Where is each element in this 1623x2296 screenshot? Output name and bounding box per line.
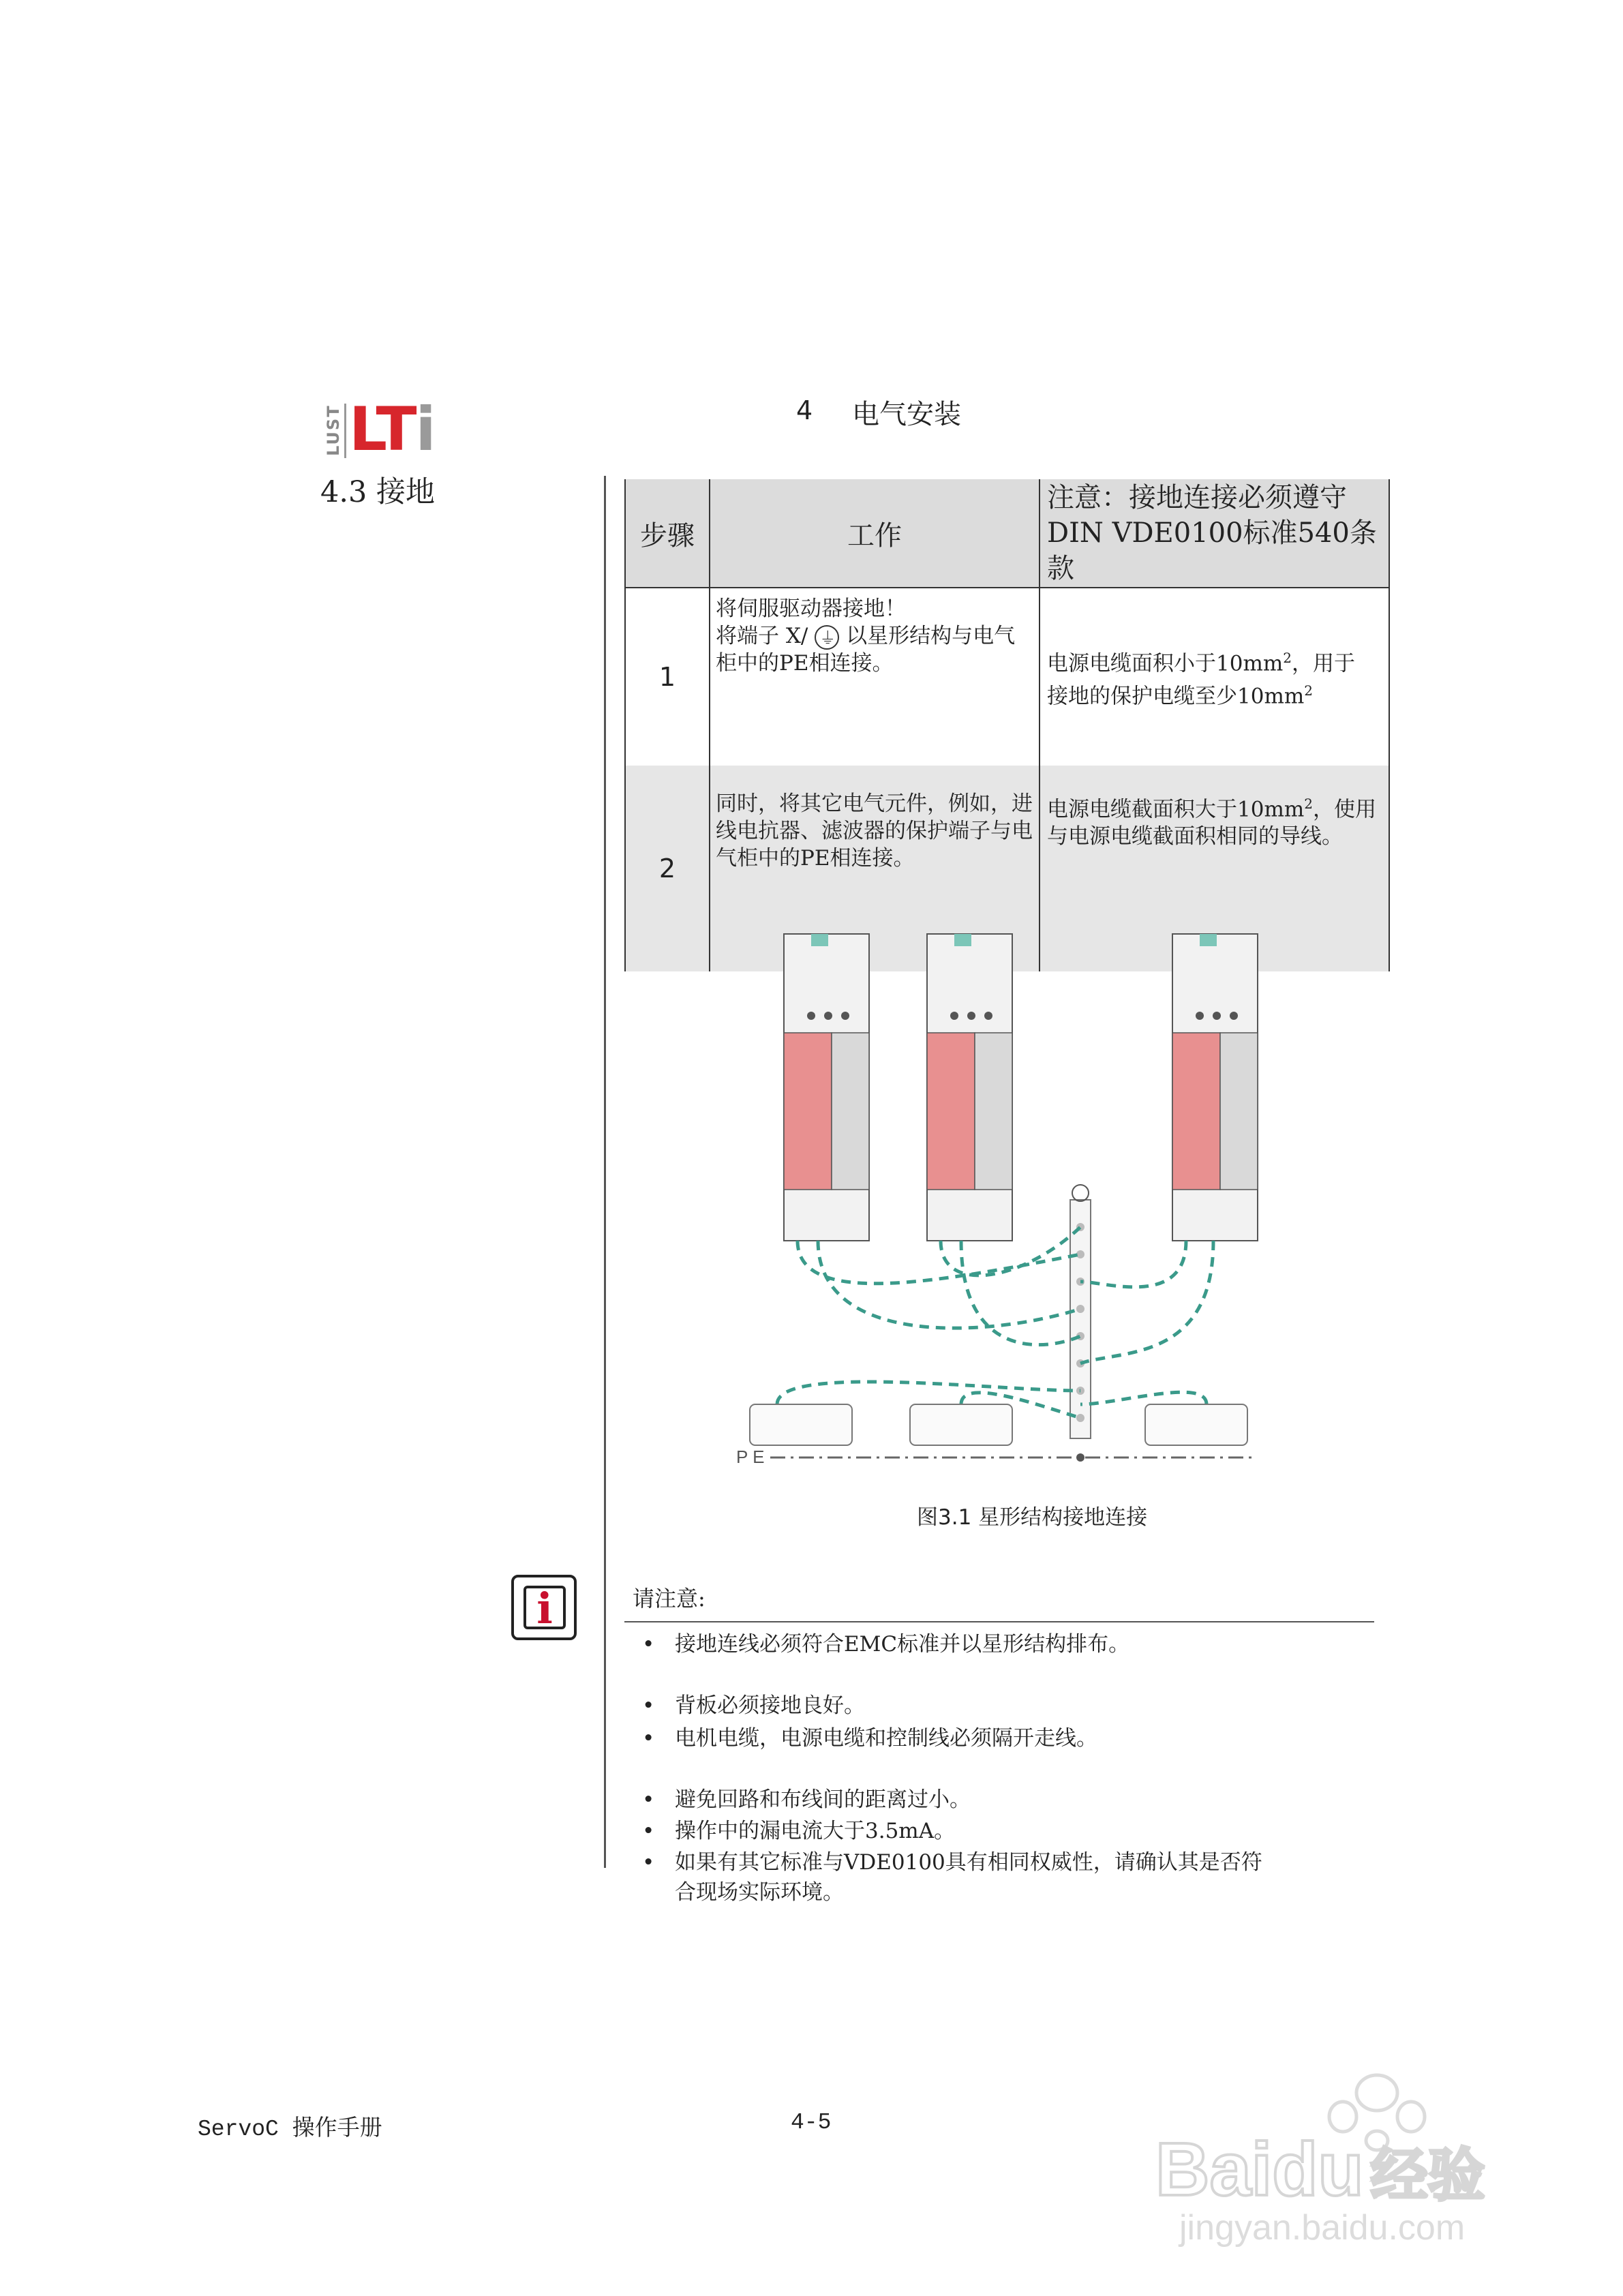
margin-rule — [604, 476, 606, 1868]
notice-rule — [624, 1621, 1374, 1622]
chapter-title: 电气安装 — [852, 399, 961, 430]
header-step: 步骤 — [625, 479, 710, 588]
header-note: 注意：接地连接必须遵守 DIN VDE0100标准540条款 — [1040, 479, 1389, 588]
step-number: 2 — [625, 766, 710, 971]
list-item: • 接地连线必须符合EMC标准并以星形结构排布。 — [642, 1632, 1130, 1657]
page-number: 4-5 — [791, 2110, 832, 2135]
servo-drive-2 — [927, 934, 1012, 1241]
ground-cables — [777, 1227, 1213, 1418]
servo-drive-1 — [784, 934, 869, 1241]
section-title: 4.3 接地 — [320, 475, 436, 509]
list-item: • 如果有其它标准与VDE0100具有相同权威性，请确认其是否符合现场实际环境。 — [642, 1850, 1262, 1905]
filter-2 — [910, 1404, 1012, 1445]
list-item: • 电机电缆，电源电缆和控制线必须隔开走线。 — [642, 1726, 1097, 1751]
info-icon: i — [511, 1575, 577, 1640]
note-text: 电源电缆截面积大于$10mm^2$，使用与电源电缆截面积相同的导线。 — [1040, 766, 1389, 971]
star-grounding-diagram — [736, 927, 1268, 1486]
table-row — [625, 588, 1389, 766]
grounding-steps-table — [624, 479, 1390, 971]
header-work: 工作 — [710, 479, 1040, 588]
step-number: 1 — [625, 588, 710, 766]
filter-3 — [1145, 1404, 1247, 1445]
list-item: • 背板必须接地良好。 — [642, 1693, 865, 1718]
lti-logo: LTi — [349, 394, 435, 464]
svg-text:jingyan.baidu.com: jingyan.baidu.com — [1179, 2208, 1466, 2248]
footer-manual-title: ServoC 操作手册 — [198, 2117, 382, 2142]
lust-logo-text: LUST — [324, 404, 343, 456]
svg-text:Baidu经验: Baidu 经验 — [1155, 2128, 1485, 2211]
notice-heading: 请注意: — [633, 1586, 706, 1612]
pe-label: P E — [736, 1447, 765, 1467]
baidu-watermark — [1152, 2052, 1534, 2250]
logo-divider — [344, 404, 346, 458]
list-item: • 避免回路和布线间的距离过小。 — [642, 1787, 971, 1812]
figure-caption: 图3.1 星形结构接地连接 — [917, 1505, 1148, 1530]
chapter-number: 4 — [796, 395, 813, 425]
servo-drive-3 — [1172, 934, 1258, 1241]
list-item: • 操作中的漏电流大于3.5mA。 — [642, 1819, 956, 1843]
filter-1 — [750, 1404, 852, 1445]
work-text: 同时，将其它电气元件，例如，进线电抗器、滤波器的保护端子与电气柜中的PE相连接。 — [710, 766, 1040, 971]
note-text: 电源电缆面积小于$10mm^2$，用于 接地的保护电缆至少$10mm^2$ — [1040, 588, 1389, 766]
work-text: 将伺服驱动器接地！ 将端子 X/ ⏚ 以星形结构与电气 柜中的PE相连接。 — [710, 588, 1040, 766]
ground-symbol-icon — [815, 625, 839, 650]
